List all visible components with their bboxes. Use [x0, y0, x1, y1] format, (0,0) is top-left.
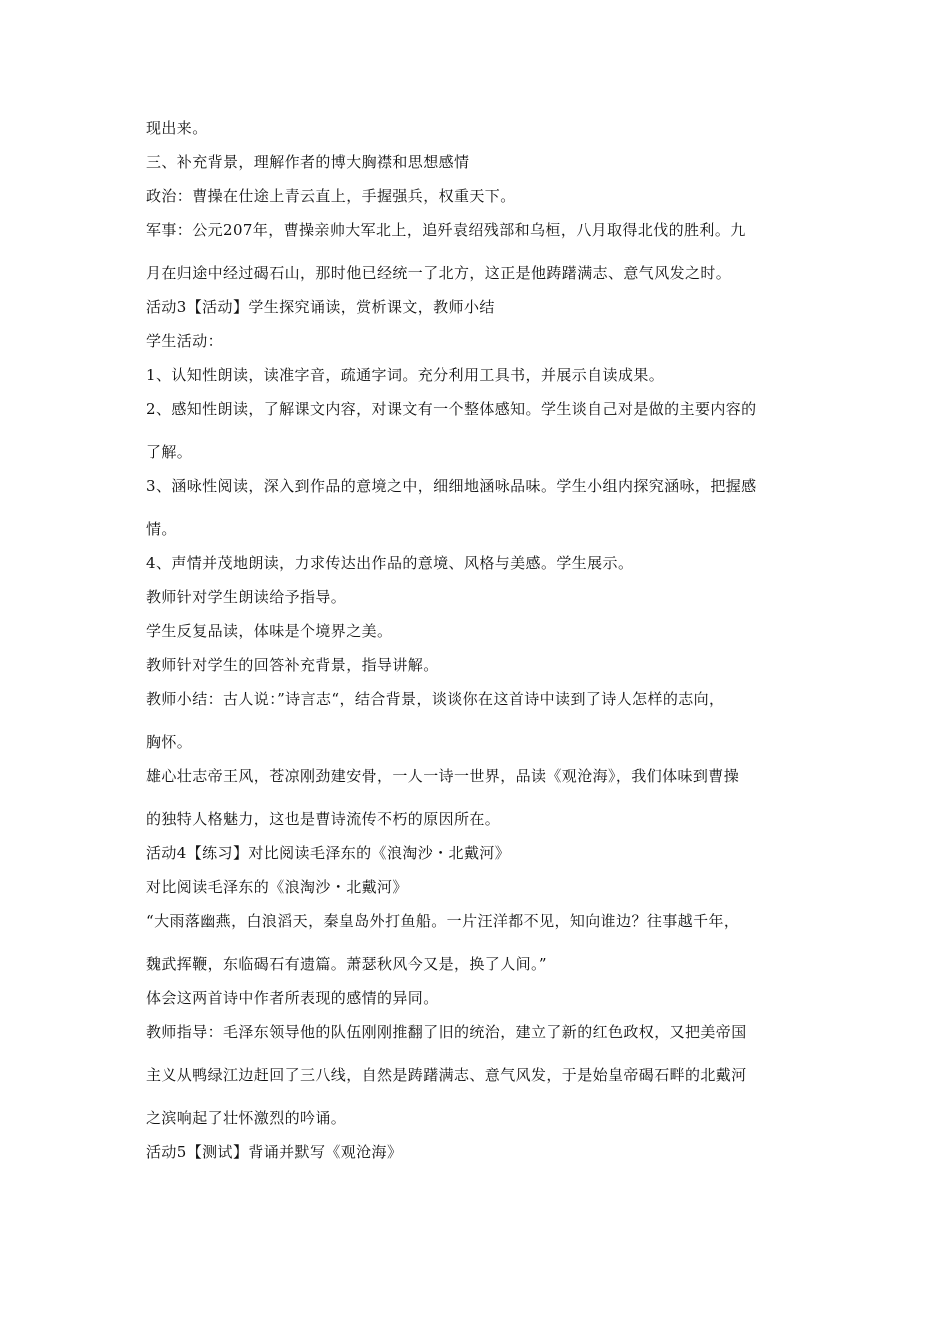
text-line: 学生反复品读，体味是个境界之美。	[146, 622, 393, 640]
text-line: 雄心壮志帝王风，苍凉刚劲建安骨，一人一诗一世界，品读《观沧海》，我们体味到曹操	[146, 767, 740, 785]
text-line: 之滨响起了壮怀激烈的吟诵。	[146, 1109, 347, 1127]
poem-quote: “大雨落幽燕，白浪滔天，秦皇岛外打鱼船。一片汪洋都不见，知向谁边？往事越千年，	[146, 912, 740, 930]
text-line: 教师指导：毛泽东领导他的队伍刚刚推翻了旧的统治，建立了新的红色政权，又把美帝国	[146, 1023, 747, 1041]
list-item: 1、认知性朗读，读准字音，疏通字词。充分利用工具书，并展示自读成果。	[146, 366, 665, 384]
text-line: 学生活动：	[146, 332, 224, 350]
text-line: 情。	[146, 520, 177, 538]
text-line: 胸怀。	[146, 733, 193, 751]
text-line: 政治：曹操在仕途上青云直上，手握强兵，权重天下。	[146, 187, 516, 205]
activity-heading: 活动5【测试】背诵并默写《观沧海》	[146, 1143, 403, 1161]
list-item: 4、声情并茂地朗读，力求传达出作品的意境、风格与美感。学生展示。	[146, 554, 634, 572]
text-line: 教师小结：古人说：”诗言志“，结合背景，谈谈你在这首诗中读到了诗人怎样的志向，	[146, 690, 725, 708]
document-body	[146, 118, 810, 1162]
text-line: 月在归途中经过碣石山，那时他已经统一了北方，这正是他踌躇满志、意气风发之时。	[146, 264, 732, 282]
text-line: 军事：公元207年，曹操亲帅大军北上，追歼袁绍残部和乌桓，八月取得北伐的胜利。九	[146, 221, 746, 239]
list-item: 2、感知性朗读，了解课文内容，对课文有一个整体感知。学生谈自己对是做的主要内容的	[146, 400, 757, 418]
list-item: 3、涵咏性阅读，深入到作品的意境之中，细细地涵咏品味。学生小组内探究涵咏，把握感	[146, 477, 757, 495]
text-line: 现出来。	[146, 119, 208, 137]
text-line: 教师针对学生朗读给予指导。	[146, 588, 347, 606]
text-line: 了解。	[146, 443, 193, 461]
text-line: 的独特人格魅力，这也是曹诗流传不朽的原因所在。	[146, 810, 501, 828]
section-heading: 三、补充背景，理解作者的博大胸襟和思想感情	[146, 153, 470, 171]
text-line: 体会这两首诗中作者所表现的感情的异同。	[146, 989, 439, 1007]
activity-heading: 活动3【活动】学生探究诵读，赏析课文，教师小结	[146, 298, 495, 316]
poem-quote: 魏武挥鞭，东临碣石有遗篇。萧瑟秋风今又是，换了人间。”	[146, 955, 547, 973]
text-line: 主义从鸭绿江边赶回了三八线，自然是踌躇满志、意气风发，于是始皇帝碣石畔的北戴河	[146, 1066, 747, 1084]
activity-heading: 活动4【练习】对比阅读毛泽东的《浪淘沙・北戴河》	[146, 844, 511, 862]
text-line: 对比阅读毛泽东的《浪淘沙・北戴河》	[146, 878, 408, 896]
text-line: 教师针对学生的回答补充背景，指导讲解。	[146, 656, 439, 674]
